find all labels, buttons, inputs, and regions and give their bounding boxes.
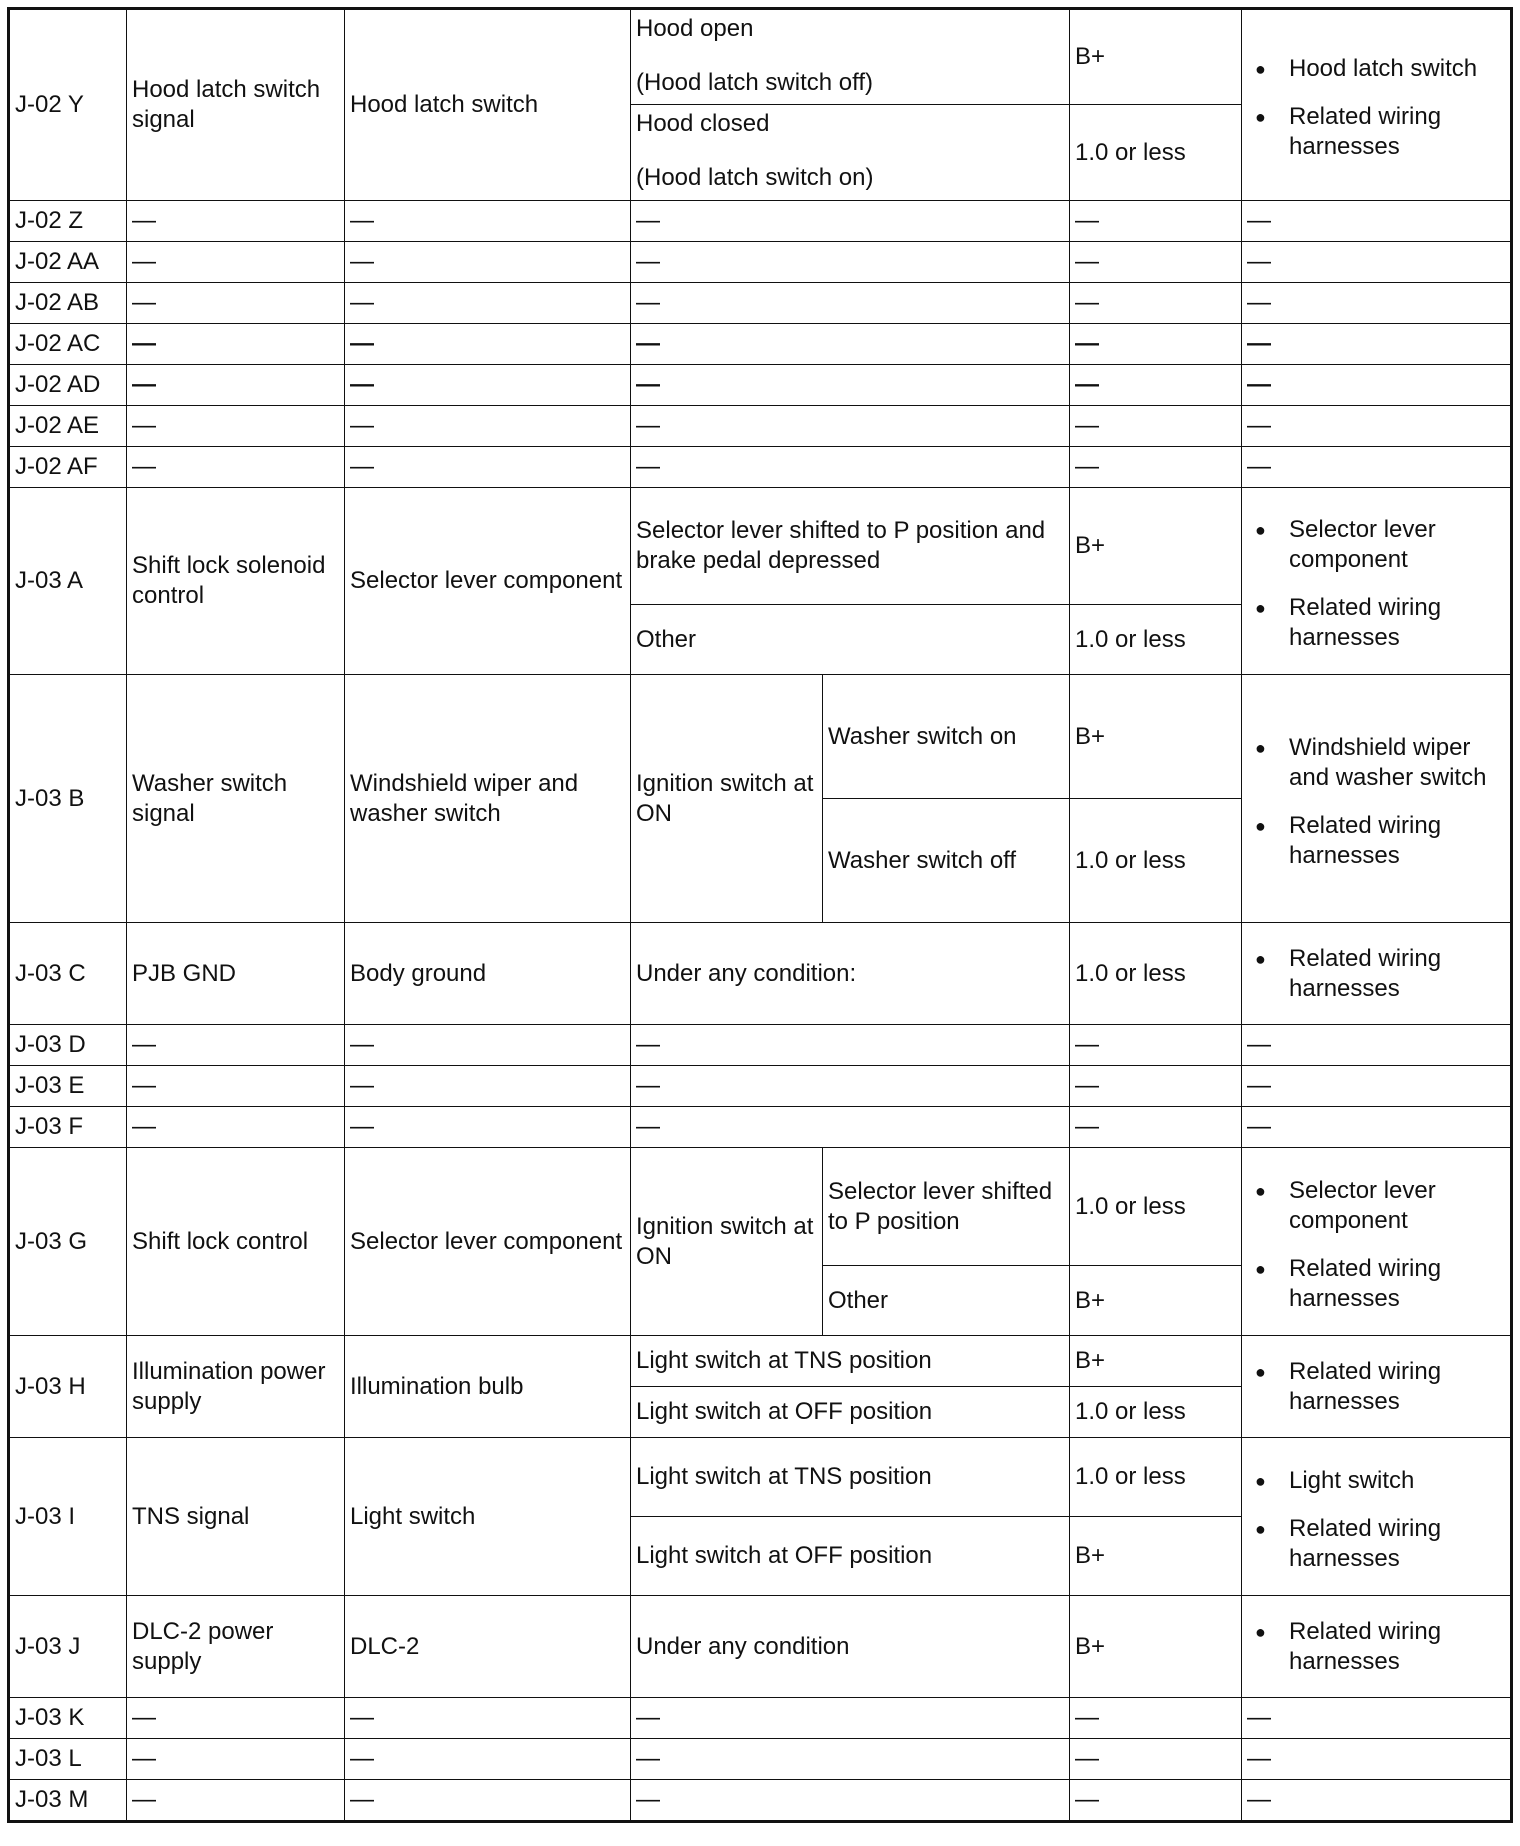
inspection-cell bbox=[1242, 1336, 1512, 1438]
condition-cell: Light switch at TNS position bbox=[631, 1336, 1070, 1387]
condition-line: (Hood latch switch on) bbox=[636, 164, 874, 191]
table-row bbox=[9, 447, 1512, 488]
voltage-cell: 1.0 or less bbox=[1070, 923, 1242, 1025]
terminal-cell: J-02 Z bbox=[9, 201, 127, 242]
terminal-cell: J-03 C bbox=[9, 923, 127, 1025]
sub-condition-cell: Washer switch on bbox=[823, 675, 1070, 799]
terminal-cell: J-03 M bbox=[9, 1780, 127, 1822]
connected-to-cell: Hood latch switch bbox=[345, 9, 631, 201]
empty-cell: — bbox=[127, 1025, 345, 1066]
inspection-item: ● Windshield wiper and washer switch bbox=[1289, 733, 1505, 793]
table-row bbox=[9, 406, 1512, 447]
voltage-cell: 1.0 or less bbox=[1070, 799, 1242, 923]
terminal-cell: J-03 B bbox=[9, 675, 127, 923]
inspection-list bbox=[1247, 1617, 1505, 1677]
connected-to-cell: Selector lever component bbox=[345, 1148, 631, 1336]
empty-cell: — bbox=[1070, 365, 1242, 406]
empty-cell: — bbox=[1070, 406, 1242, 447]
empty-cell: — bbox=[345, 1739, 631, 1780]
signal-cell: Washer switch signal bbox=[127, 675, 345, 923]
inspection-item: ● Related wiring harnesses bbox=[1289, 1357, 1505, 1417]
empty-cell: — bbox=[127, 242, 345, 283]
connected-to-cell: Illumination bulb bbox=[345, 1336, 631, 1438]
condition-line: Hood closed bbox=[636, 110, 770, 137]
connected-to-cell: Windshield wiper and washer switch bbox=[345, 675, 631, 923]
empty-cell: — bbox=[631, 242, 1070, 283]
terminal-cell: J-02 Y bbox=[9, 9, 127, 201]
inspection-item: ● Related wiring harnesses bbox=[1289, 102, 1505, 162]
signal-cell: Illumination power supply bbox=[127, 1336, 345, 1438]
inspection-cell bbox=[1242, 923, 1512, 1025]
empty-cell: — bbox=[1070, 1066, 1242, 1107]
empty-cell: — bbox=[345, 1107, 631, 1148]
terminal-cell: J-03 G bbox=[9, 1148, 127, 1336]
table-row bbox=[9, 1698, 1512, 1739]
table-row bbox=[9, 1066, 1512, 1107]
empty-cell: — bbox=[345, 447, 631, 488]
signal-cell: Shift lock control bbox=[127, 1148, 345, 1336]
empty-cell: — bbox=[345, 324, 631, 365]
empty-cell: — bbox=[127, 365, 345, 406]
empty-cell: — bbox=[345, 201, 631, 242]
table-row bbox=[9, 488, 1512, 605]
voltage-cell: B+ bbox=[1070, 1336, 1242, 1387]
table-row bbox=[9, 201, 1512, 242]
table-row bbox=[9, 1596, 1512, 1698]
condition-line: (Hood latch switch off) bbox=[636, 69, 873, 96]
terminal-cell: J-03 D bbox=[9, 1025, 127, 1066]
empty-cell: — bbox=[1242, 1780, 1512, 1822]
empty-cell: — bbox=[127, 1066, 345, 1107]
terminal-cell: J-03 L bbox=[9, 1739, 127, 1780]
table-row bbox=[9, 1107, 1512, 1148]
empty-cell: — bbox=[631, 1780, 1070, 1822]
empty-cell: — bbox=[127, 1107, 345, 1148]
terminal-cell: J-02 AC bbox=[9, 324, 127, 365]
empty-cell: — bbox=[631, 201, 1070, 242]
empty-cell: — bbox=[1242, 1698, 1512, 1739]
voltage-cell: 1.0 or less bbox=[1070, 605, 1242, 675]
empty-cell: — bbox=[1070, 242, 1242, 283]
table-row bbox=[9, 283, 1512, 324]
terminal-cell: J-02 AA bbox=[9, 242, 127, 283]
pin-table-sheet bbox=[7, 7, 1510, 1833]
empty-cell: — bbox=[631, 1107, 1070, 1148]
inspection-cell bbox=[1242, 1438, 1512, 1596]
inspection-cell bbox=[1242, 1596, 1512, 1698]
signal-cell: Shift lock solenoid control bbox=[127, 488, 345, 675]
empty-cell: — bbox=[1070, 201, 1242, 242]
empty-cell: — bbox=[127, 1698, 345, 1739]
inspection-list bbox=[1247, 1466, 1505, 1574]
table-row bbox=[9, 1780, 1512, 1822]
condition-cell: Under any condition: bbox=[631, 923, 1070, 1025]
inspection-list bbox=[1247, 944, 1505, 1004]
empty-cell: — bbox=[631, 1066, 1070, 1107]
empty-cell: — bbox=[127, 324, 345, 365]
empty-cell: — bbox=[1070, 1739, 1242, 1780]
empty-cell: — bbox=[345, 1066, 631, 1107]
inspection-list bbox=[1247, 733, 1505, 871]
sub-condition-cell: Other bbox=[823, 1266, 1070, 1336]
empty-cell: — bbox=[1242, 201, 1512, 242]
empty-cell: — bbox=[127, 1780, 345, 1822]
empty-cell: — bbox=[1242, 406, 1512, 447]
empty-cell: — bbox=[631, 365, 1070, 406]
table-row bbox=[9, 365, 1512, 406]
empty-cell: — bbox=[1242, 447, 1512, 488]
voltage-cell: B+ bbox=[1070, 1517, 1242, 1596]
empty-cell: — bbox=[1242, 242, 1512, 283]
inspection-list bbox=[1247, 54, 1505, 162]
terminal-voltage-table bbox=[7, 7, 1513, 1823]
terminal-cell: J-03 E bbox=[9, 1066, 127, 1107]
inspection-item: ● Hood latch switch bbox=[1289, 54, 1505, 84]
empty-cell: — bbox=[345, 242, 631, 283]
empty-cell: — bbox=[1242, 1066, 1512, 1107]
voltage-cell: 1.0 or less bbox=[1070, 1148, 1242, 1266]
inspection-item: ● Selector lever component bbox=[1289, 1176, 1505, 1236]
terminal-cell: J-02 AE bbox=[9, 406, 127, 447]
empty-cell: — bbox=[631, 1739, 1070, 1780]
voltage-cell: B+ bbox=[1070, 488, 1242, 605]
table-row bbox=[9, 1148, 1512, 1266]
empty-cell: — bbox=[1070, 324, 1242, 365]
inspection-item: ● Related wiring harnesses bbox=[1289, 1617, 1505, 1677]
terminal-cell: J-02 AF bbox=[9, 447, 127, 488]
empty-cell: — bbox=[345, 365, 631, 406]
signal-cell: DLC-2 power supply bbox=[127, 1596, 345, 1698]
empty-cell: — bbox=[631, 1698, 1070, 1739]
condition-cell: Light switch at OFF position bbox=[631, 1517, 1070, 1596]
terminal-cell: J-03 H bbox=[9, 1336, 127, 1438]
connected-to-cell: Body ground bbox=[345, 923, 631, 1025]
inspection-list bbox=[1247, 1176, 1505, 1314]
table-row bbox=[9, 1739, 1512, 1780]
empty-cell: — bbox=[631, 1025, 1070, 1066]
inspection-item: ● Related wiring harnesses bbox=[1289, 593, 1505, 653]
voltage-cell: B+ bbox=[1070, 9, 1242, 105]
connected-to-cell: Light switch bbox=[345, 1438, 631, 1596]
table-row bbox=[9, 324, 1512, 365]
condition-cell: Selector lever shifted to P position and brake pedal depressed bbox=[631, 488, 1070, 605]
empty-cell: — bbox=[1070, 283, 1242, 324]
table-row bbox=[9, 675, 1512, 799]
voltage-cell: 1.0 or less bbox=[1070, 105, 1242, 201]
voltage-cell: B+ bbox=[1070, 1596, 1242, 1698]
inspection-cell bbox=[1242, 488, 1512, 675]
table-row bbox=[9, 1336, 1512, 1387]
condition-cell: Under any condition bbox=[631, 1596, 1070, 1698]
empty-cell: — bbox=[631, 406, 1070, 447]
table-row bbox=[9, 1025, 1512, 1066]
connected-to-cell: Selector lever component bbox=[345, 488, 631, 675]
inspection-item: ● Related wiring harnesses bbox=[1289, 1514, 1505, 1574]
empty-cell: — bbox=[1070, 1780, 1242, 1822]
voltage-cell: 1.0 or less bbox=[1070, 1387, 1242, 1438]
sub-condition-cell: Washer switch off bbox=[823, 799, 1070, 923]
empty-cell: — bbox=[631, 283, 1070, 324]
inspection-list bbox=[1247, 515, 1505, 653]
empty-cell: — bbox=[127, 406, 345, 447]
inspection-item: ● Light switch bbox=[1289, 1466, 1505, 1496]
voltage-cell: B+ bbox=[1070, 1266, 1242, 1336]
table-row bbox=[9, 9, 1512, 105]
empty-cell: — bbox=[127, 447, 345, 488]
inspection-cell bbox=[1242, 675, 1512, 923]
empty-cell: — bbox=[345, 1698, 631, 1739]
empty-cell: — bbox=[1070, 1698, 1242, 1739]
condition-cell: Light switch at TNS position bbox=[631, 1438, 1070, 1517]
condition-cell: Ignition switch at ON bbox=[631, 1148, 823, 1336]
terminal-cell: J-03 J bbox=[9, 1596, 127, 1698]
empty-cell: — bbox=[1070, 1025, 1242, 1066]
terminal-cell: J-03 K bbox=[9, 1698, 127, 1739]
connected-to-cell: DLC-2 bbox=[345, 1596, 631, 1698]
empty-cell: — bbox=[1070, 1107, 1242, 1148]
terminal-cell: J-03 I bbox=[9, 1438, 127, 1596]
table-row bbox=[9, 923, 1512, 1025]
sub-condition-cell: Selector lever shifted to P position bbox=[823, 1148, 1070, 1266]
empty-cell: — bbox=[127, 201, 345, 242]
terminal-cell: J-02 AB bbox=[9, 283, 127, 324]
empty-cell: — bbox=[631, 447, 1070, 488]
empty-cell: — bbox=[1242, 324, 1512, 365]
inspection-list bbox=[1247, 1357, 1505, 1417]
empty-cell: — bbox=[1242, 1107, 1512, 1148]
empty-cell: — bbox=[127, 283, 345, 324]
inspection-cell bbox=[1242, 9, 1512, 201]
condition-cell: Other bbox=[631, 605, 1070, 675]
condition-line: Hood open bbox=[636, 15, 754, 42]
inspection-item: ● Related wiring harnesses bbox=[1289, 811, 1505, 871]
condition-cell bbox=[631, 9, 1070, 105]
voltage-cell: B+ bbox=[1070, 675, 1242, 799]
empty-cell: — bbox=[345, 1780, 631, 1822]
empty-cell: — bbox=[345, 1025, 631, 1066]
empty-cell: — bbox=[1070, 447, 1242, 488]
empty-cell: — bbox=[1242, 1025, 1512, 1066]
terminal-cell: J-02 AD bbox=[9, 365, 127, 406]
inspection-item: ● Selector lever component bbox=[1289, 515, 1505, 575]
condition-cell bbox=[631, 105, 1070, 201]
empty-cell: — bbox=[1242, 283, 1512, 324]
inspection-item: ● Related wiring harnesses bbox=[1289, 1254, 1505, 1314]
empty-cell: — bbox=[127, 1739, 345, 1780]
inspection-cell bbox=[1242, 1148, 1512, 1336]
empty-cell: — bbox=[345, 406, 631, 447]
condition-cell: Ignition switch at ON bbox=[631, 675, 823, 923]
terminal-cell: J-03 F bbox=[9, 1107, 127, 1148]
empty-cell: — bbox=[631, 324, 1070, 365]
condition-cell: Light switch at OFF position bbox=[631, 1387, 1070, 1438]
signal-cell: Hood latch switch signal bbox=[127, 9, 345, 201]
table-row bbox=[9, 1438, 1512, 1517]
empty-cell: — bbox=[1242, 1739, 1512, 1780]
signal-cell: TNS signal bbox=[127, 1438, 345, 1596]
terminal-cell: J-03 A bbox=[9, 488, 127, 675]
signal-cell: PJB GND bbox=[127, 923, 345, 1025]
empty-cell: — bbox=[345, 283, 631, 324]
table-row bbox=[9, 242, 1512, 283]
empty-cell: — bbox=[1242, 365, 1512, 406]
inspection-item: ● Related wiring harnesses bbox=[1289, 944, 1505, 1004]
voltage-cell: 1.0 or less bbox=[1070, 1438, 1242, 1517]
